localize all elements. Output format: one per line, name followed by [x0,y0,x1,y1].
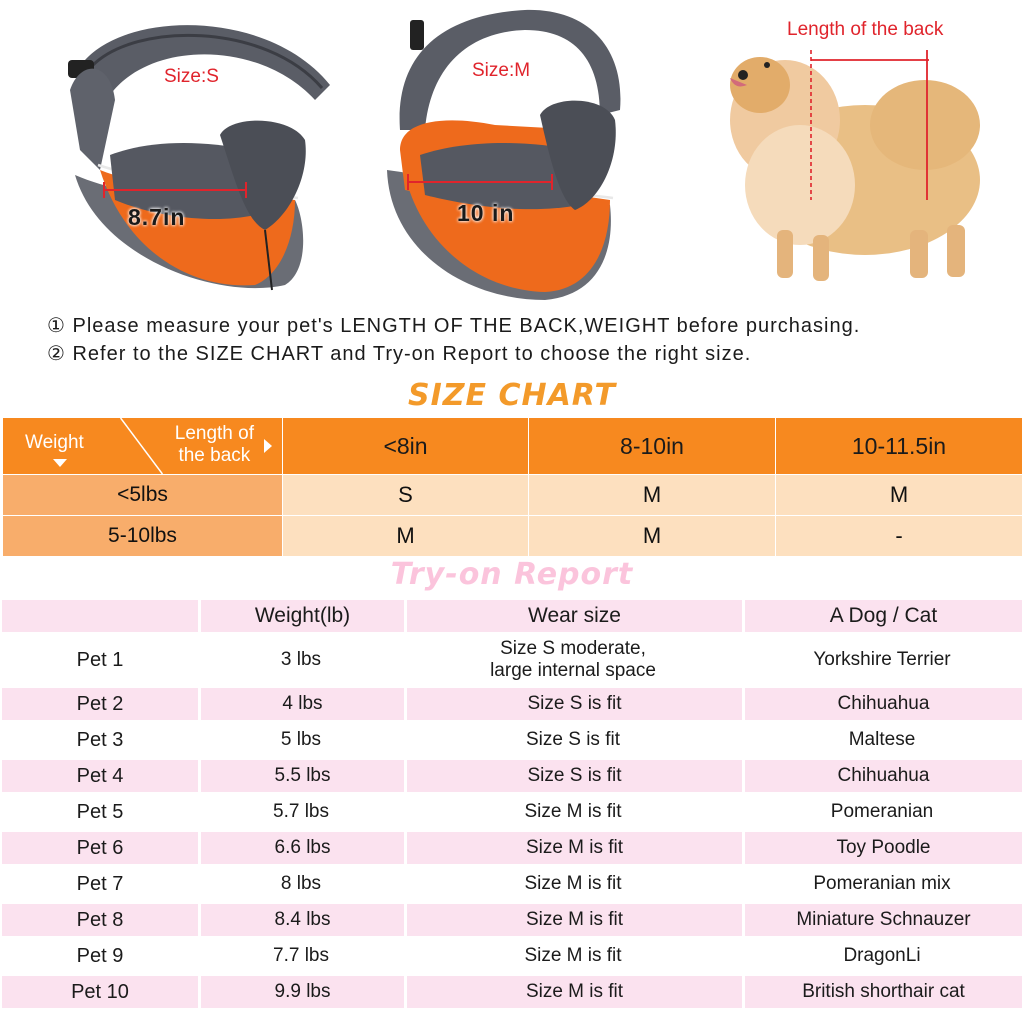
pet-name: Pet 8 [2,904,198,936]
arrow-right-icon [264,439,272,453]
instruction-2: ② Refer to the SIZE CHART and Try-on Report to choose the right size. [47,343,752,365]
report-header-breed: A Dog / Cat [742,600,1022,632]
report-row [2,832,1022,864]
size-m-label: Size:M [472,60,531,81]
size-chart-table [2,417,1023,557]
pet-wear-size: Size S is fit [404,760,742,792]
size-chart-title: SIZE CHART [407,378,617,413]
pet-name: Pet 9 [76,944,124,967]
pet-wear-size: Size M is fit [524,873,622,894]
pet-breed: Chihuahua [742,760,1022,792]
size-cell: M [283,516,529,557]
pet-breed: Toy Poodle [742,832,1022,864]
weight-row-label: <5lbs [3,475,283,516]
pet-breed: British shorthair cat [742,976,1022,1008]
carrier-s-photo [40,0,340,305]
report-row [2,688,1022,720]
pet-weight: 7.7 lbs [273,945,329,966]
pet-wear-size: Size M is fit [524,801,622,822]
size-chart-header-row [3,418,1023,475]
report-row [2,724,1022,756]
report-row [2,940,1022,972]
pet-wear-size: Size S moderate, large internal space [490,638,656,681]
pet-weight: 4 lbs [198,688,404,720]
pet-weight: 8 lbs [280,873,322,894]
pet-wear-size: Size S is fit [526,729,620,750]
pet-name: Pet 1 [76,649,124,671]
try-on-report-title: Try-on Report [390,557,634,592]
measure-arrow-m [404,172,556,192]
pet-wear-size: Size M is fit [404,832,742,864]
measure-s-label: 8.7in [128,204,186,230]
size-cell: M [529,516,776,557]
instruction-1: ① Please measure your pet's LENGTH OF THE BACK,WEIGHT before purchasing. [47,315,861,337]
report-row [2,636,1022,684]
pet-breed: Pomeranian [830,801,934,822]
report-row [2,796,1022,828]
pet-weight: 5 lbs [280,729,322,750]
report-header-pet [2,600,198,632]
pet-wear-size: Size S is fit [404,688,742,720]
corner-length-label: Length of the back [174,423,254,466]
arrow-down-icon [53,459,67,467]
pet-name: Pet 6 [2,832,198,864]
report-header-row [2,600,1022,632]
report-header-wear: Wear size [404,600,742,632]
length-col-3: 10-11.5in [776,418,1023,475]
pet-name: Pet 4 [2,760,198,792]
pet-weight: 5.5 lbs [198,760,404,792]
report-row [2,904,1022,936]
pet-name: Pet 2 [2,688,198,720]
pet-weight: 9.9 lbs [198,976,404,1008]
size-cell: M [529,475,776,516]
weight-row-label: 5-10lbs [3,516,283,557]
try-on-report-table [2,596,1022,1012]
pet-breed: Yorkshire Terrier [813,649,951,670]
size-chart-row [3,516,1023,557]
carrier-m-photo [375,0,655,305]
pet-breed: Pomeranian mix [813,873,951,894]
pet-wear-size: Size M is fit [524,945,622,966]
size-chart-row [3,475,1023,516]
pet-name: Pet 7 [76,872,124,895]
instructions [47,312,860,368]
pet-breed: Maltese [848,729,916,750]
pet-weight: 6.6 lbs [198,832,404,864]
pet-breed: Miniature Schnauzer [742,904,1022,936]
pet-name: Pet 3 [76,728,124,751]
report-header-weight: Weight(lb) [198,600,404,632]
length-col-1: <8in [283,418,529,475]
pet-breed: Chihuahua [742,688,1022,720]
corner-weight-label: Weight [25,432,84,453]
pet-name: Pet 10 [2,976,198,1008]
size-cell: S [283,475,529,516]
pet-wear-size: Size M is fit [404,976,742,1008]
pet-weight: 3 lbs [280,649,322,670]
pet-breed: DragonLi [843,945,921,966]
size-chart-corner [3,418,283,475]
size-cell: - [776,516,1023,557]
report-row [2,868,1022,900]
size-s-label: Size:S [164,66,219,87]
pet-weight: 8.4 lbs [198,904,404,936]
measure-m-label: 10 in [457,200,515,226]
size-cell: M [776,475,1023,516]
pet-weight: 5.7 lbs [273,801,329,822]
report-row [2,760,1022,792]
length-col-2: 8-10in [529,418,776,475]
back-length-marker [805,50,935,200]
pet-wear-size: Size M is fit [404,904,742,936]
back-length-label: Length of the back [787,19,944,40]
report-row [2,976,1022,1008]
pet-name: Pet 5 [76,800,124,823]
measure-arrow-s [100,180,250,200]
